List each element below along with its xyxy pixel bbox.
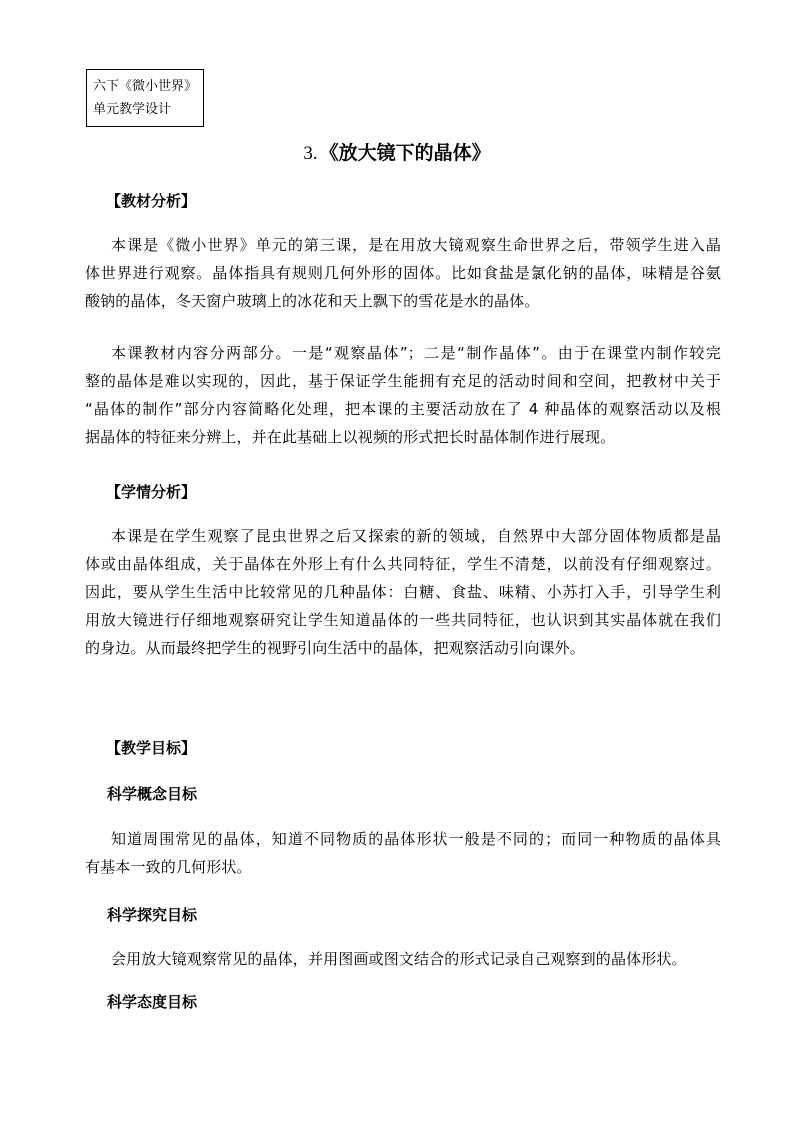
paragraph-line: 据晶体的特征来分辨上，并在此基础上以视频的形式把长时晶体制作进行展现。 [85,428,616,446]
inquiry-goal-heading: 科学探究目标 [107,906,198,924]
paragraph-line: 体世界进行观察。晶体指具有规则几何外形的固体。比如食盐是氯化钠的晶体，味精是谷氨 [85,264,721,282]
student-analysis-heading: 【学情分析】 [106,483,197,501]
material-analysis-heading-block [85,189,721,213]
unit-label-line-2: 单元教学设计 [93,102,172,117]
paragraph-line: 酸钠的晶体，冬天窗户玻璃上的冰花和天上飘下的雪花是水的晶体。 [85,292,540,310]
lesson-title [0,140,794,167]
paragraph-line: 本课是《微小世界》单元的第三课，是在用放大镜观察生命世界之后，带领学生进入晶 [111,236,721,254]
student-analysis-heading-block [85,480,721,504]
lesson-title-text: 《放大镜下的晶体》 [319,142,491,164]
lesson-number: 3. [303,143,318,164]
student-analysis-paragraph [85,522,721,662]
paragraph-line: 体或由晶体组成，关于晶体在外形上有什么共同特征，学生不清楚，以前没有仔细观察过。 [85,555,721,573]
material-analysis-heading: 【教材分析】 [106,192,197,210]
paragraph-line: 用放大镜进行仔细地观察研究让学生知道晶体的一些共同特征，也认识到其实晶体就在我们 [85,611,721,629]
inquiry-goal-heading-block [85,903,721,927]
paragraph-line: 本课教材内容分两部分。一是“观察晶体”；二是“制作晶体”。由于在课堂内制作较完 [111,344,721,362]
paragraph-line: 本课是在学生观察了昆虫世界之后又探索的新的领域，自然界中大部分固体物质都是晶 [111,527,721,545]
attitude-goal-heading-block [85,990,721,1014]
unit-label-line-1: 六下《微小世界》 [93,79,198,94]
concept-goal-paragraph [85,825,721,881]
inquiry-goal-paragraph [85,945,721,973]
teaching-goals-heading-block [85,736,721,760]
paragraph-line: 知道周围常见的晶体，知道不同物质的晶体形状一般是不同的；而同一种物质的晶体具 [111,830,721,848]
concept-goal-heading-block [85,782,721,806]
paragraph-line: 的身边。从而最终把学生的视野引向生活中的晶体，把观察活动引向课外。 [85,639,585,657]
material-analysis-paragraph-1 [85,231,721,315]
paragraph-line: 整的晶体是难以实现的，因此，基于保证学生能拥有充足的活动时间和空间，把教材中关于 [85,372,721,390]
material-analysis-paragraph-2 [85,339,721,451]
paragraph-line: 会用放大镜观察常见的晶体，并用图画或图文结合的形式记录自己观察到的晶体形状。 [111,950,687,968]
paragraph-line: 有基本一致的几何形状。 [85,858,252,876]
attitude-goal-heading: 科学态度目标 [107,993,198,1011]
unit-label-box [86,69,204,127]
paragraph-line: 因此，要从学生生活中比较常见的几种晶体：白糖、食盐、味精、小苏打入手，引导学生利 [85,583,721,601]
concept-goal-heading: 科学概念目标 [107,785,198,803]
paragraph-line: “晶体的制作”部分内容简略化处理，把本课的主要活动放在了 4 种晶体的观察活动以及根 [85,400,721,418]
teaching-goals-heading: 【教学目标】 [106,739,197,757]
